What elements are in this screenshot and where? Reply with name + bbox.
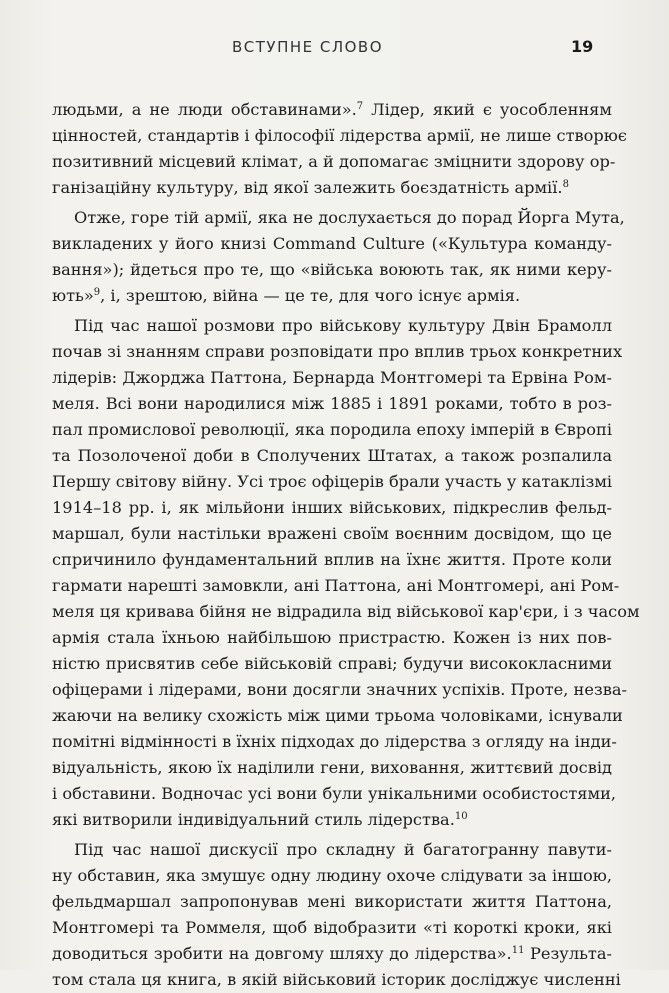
page-number: 19 [571,37,594,56]
text-line [52,837,612,863]
line-text: почав зі знанням справи розповідати про вплив трьох конкретних [52,342,623,361]
text-line [52,781,617,807]
line-text: жаючи на велику схожість між цими трьома чоловіками, існували [52,706,623,725]
footnote-marker: 11 [511,945,525,956]
text-line [52,755,612,781]
line-text: вання»); йдеться про те, що «війська воюють так, як ними керу- [52,260,612,279]
line-text: маршал, були настільки вражені своїм воєнним досвідом, що це [52,524,612,543]
line-text: Отже, горе тій армії, яка не дослухається до порад Йорга Мута, [74,208,625,227]
text-line [52,967,621,993]
text-line [52,313,612,339]
line-text: гармати нарешті замовкли, ані Паттона, ані Монтгомері, ані Ром- [52,576,620,595]
line-text: армія стала їхньою найбільшою пристрастю. Кожен із них пов- [52,628,612,647]
footnote-marker: 8 [562,179,569,190]
line-text: спричинило фундаментальний вплив на їхнє життя. Проте коли [52,550,612,569]
line-text: цінностей, стандартів і філософії лідерства армії, не лише створює [52,126,627,145]
line-text-continued: , і, зрештою, війна — це те, для чого існує армія. [100,286,521,305]
text-line [52,599,640,625]
text-line [52,863,612,889]
line-text: том стала ця книга, в якій військовий історик досліджує численні [52,970,621,989]
text-line [52,807,612,833]
footnote-marker: 9 [93,287,101,298]
line-text: ганізаційну культуру, від якої залежить боєздатність армії. [52,178,563,197]
line-text: 1914–18 рр. і, як мільйони інших військових, підкреслив фельд- [52,498,612,517]
paragraph [52,205,625,309]
text-line [52,391,612,417]
running-title: ВСТУПНЕ СЛОВО [232,38,384,56]
line-text: людьми, а не люди обставинами». [52,100,357,119]
text-line [52,651,612,677]
text-line [52,175,612,201]
line-text: ють» [52,286,94,305]
line-text: пал промислової революції, яка породила епоху імперій в Європі [52,420,612,439]
line-text: меля ця кривава бійня не відрадила від військової кар'єри, і з часом [52,602,640,621]
text-line [52,417,612,443]
line-text: ністю присвятив себе військовій справі; будучи висококласними [52,654,612,673]
paragraph [52,313,640,833]
paragraph [52,97,627,201]
line-text: ну обставин, яка змушує одну людину охоче слідувати за іншою, [52,866,612,885]
text-line [52,521,612,547]
line-text: позитивний місцевий клімат, а й допомагає зміцнити здорову ор- [52,152,616,171]
text-line [52,283,612,309]
footnote-marker: 10 [454,811,468,822]
text-line [52,205,625,231]
text-line [52,547,612,573]
line-text: офіцерами і лідерами, вони досягли значних успіхів. Проте, незва- [52,680,627,699]
text-line [52,97,612,123]
line-text: доводиться зробити на довгому шляху до лідерства». [52,944,512,963]
line-text-continued: Результа- [524,944,612,963]
text-line [52,123,627,149]
text-line [52,889,612,915]
line-text: Монтгомері та Роммеля, щоб відобразити «ті короткі кроки, які [52,918,612,937]
text-line [52,149,616,175]
line-text: Під час нашої розмови про військову культуру Двін Брамолл [74,316,612,335]
line-text: які витворили індивідуальний стиль лідерства. [52,810,455,829]
text-line [52,729,617,755]
line-text: Під час нашої дискусії про складну й багатогранну павути- [74,840,612,859]
text-line [52,257,612,283]
line-text: та Позолоченої доби в Сполучених Штатах, а також розпалила [52,446,612,465]
line-text: лідерів: Джорджа Паттона, Бернарда Монтгомері та Ервіна Ром- [52,368,612,387]
footnote-marker: 7 [356,101,364,112]
text-line [52,677,627,703]
text-line [52,469,612,495]
text-line [52,573,620,599]
line-text: викладених у його книзі Command Culture («Культура команду- [52,234,612,253]
body-text [52,97,640,993]
text-line [52,625,612,651]
line-text: меля. Всі вони народилися між 1885 і 1891 роками, тобто в роз- [52,394,612,413]
text-line [52,915,612,941]
line-text: Першу світову війну. Усі троє офіцерів брали участь у катаклізмі [52,472,613,491]
text-line [52,495,612,521]
line-text: і обставини. Водночас усі вони були унікальними особистостями, [52,784,617,803]
text-line [52,703,623,729]
line-text-continued: Лідер, який є уособленням [363,100,612,119]
text-line [52,365,612,391]
text-line [52,339,623,365]
line-text: фельдмаршал запропонував мені використати життя Паттона, [52,892,612,911]
line-text: помітні відмінності в їхніх підходах до лідерства з огляду на інди- [52,732,617,751]
text-line [52,443,612,469]
text-line [52,231,612,257]
text-line [52,941,612,967]
line-text: відуальність, якою їх наділили гени, виховання, життєвий досвід [52,758,612,777]
